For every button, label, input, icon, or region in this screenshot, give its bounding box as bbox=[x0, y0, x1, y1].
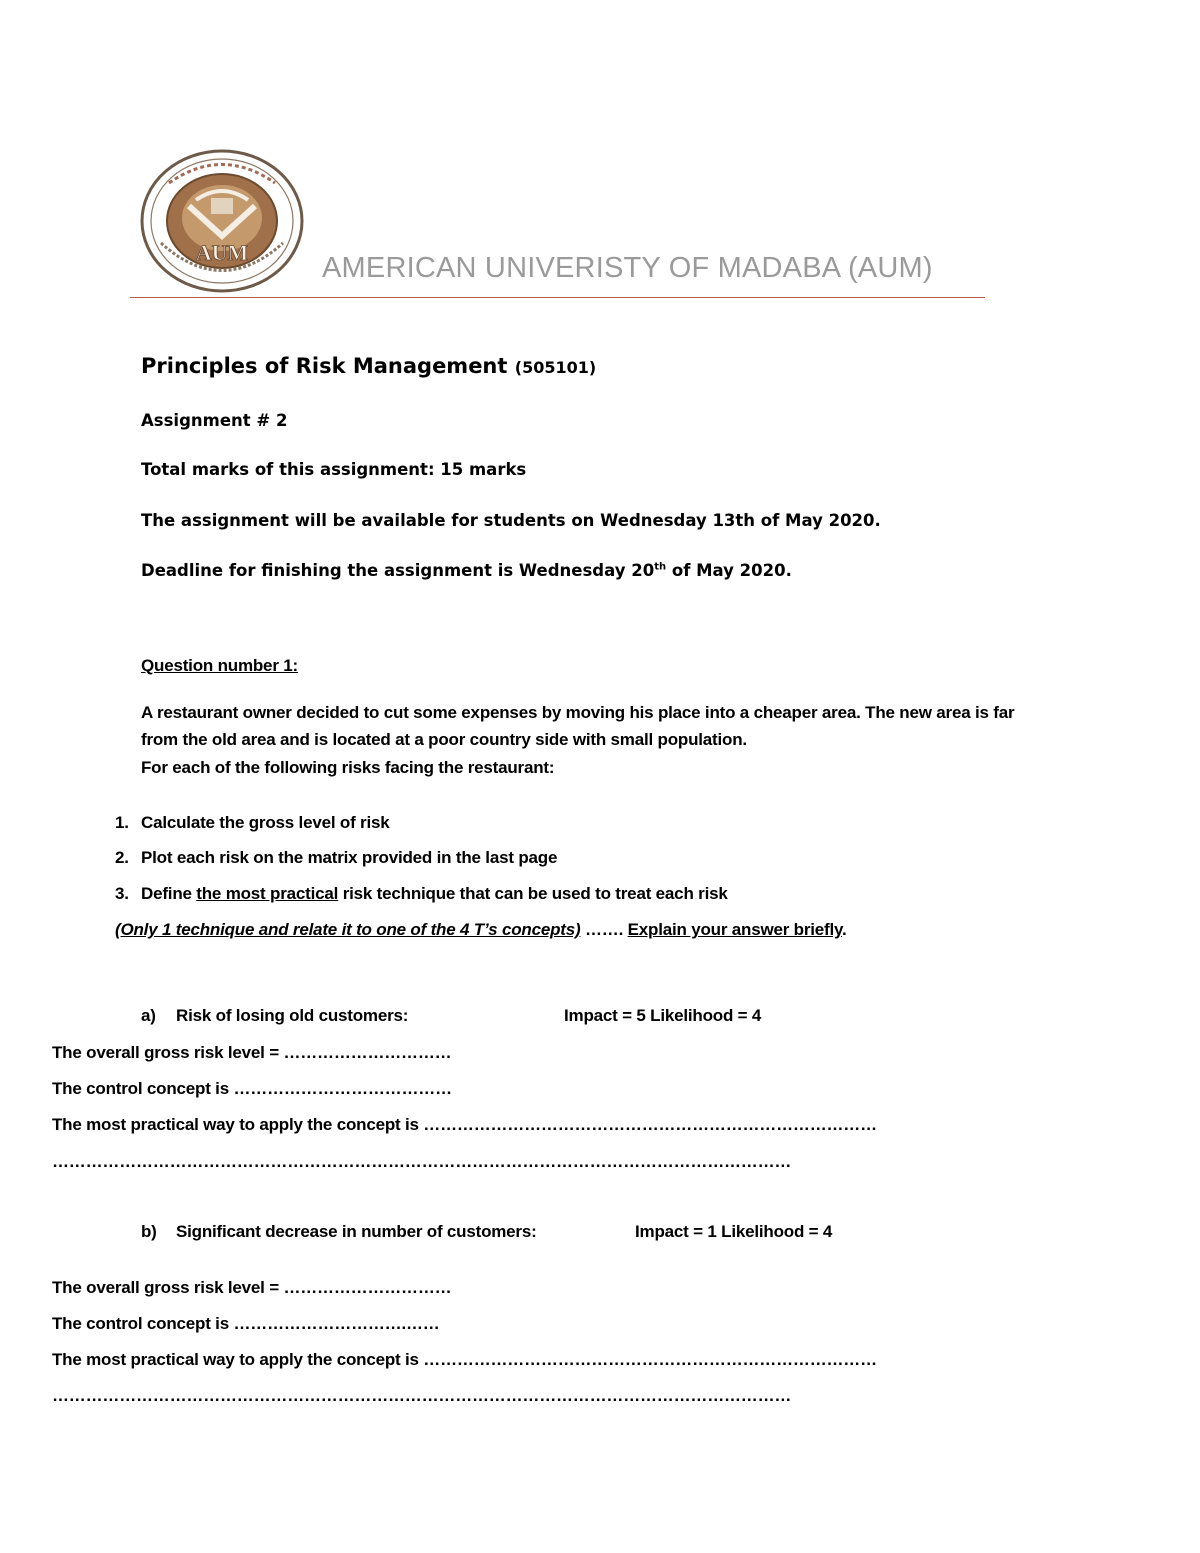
risk-b-label: b) bbox=[141, 1222, 157, 1241]
risk-a-continuation-line: …………………………………………………………………………………………………………………… bbox=[52, 1152, 792, 1171]
risk-a-practical-way-line: The most practical way to apply the concept is ……………………………………………………………………… bbox=[52, 1115, 877, 1134]
risk-a-name: Risk of losing old customers: bbox=[176, 1006, 409, 1025]
assignment-number: Assignment # 2 bbox=[141, 411, 288, 430]
task-item-3 bbox=[115, 884, 728, 904]
task-text: Define bbox=[141, 884, 197, 903]
seal-text: AUM bbox=[195, 240, 249, 265]
header-divider bbox=[130, 297, 985, 298]
question-heading: Question number 1: bbox=[141, 656, 298, 675]
availability-date: The assignment will be available for students on Wednesday 13th of May 2020. bbox=[141, 511, 881, 530]
risk-b-control-concept-line: The control concept is ………………………….…… bbox=[52, 1314, 440, 1333]
course-title-text: Principles of Risk Management bbox=[141, 354, 508, 378]
university-name: AMERICAN UNIVERISTY OF MADABA (AUM) bbox=[322, 252, 933, 284]
task-item-1 bbox=[115, 813, 390, 833]
task-item-2 bbox=[115, 848, 557, 868]
risk-b-impact-likelihood: Impact = 1 Likelihood = 4 bbox=[635, 1222, 833, 1241]
question-intro-line-2: from the old area and is located at a poor country side with small population. bbox=[141, 730, 747, 749]
course-title bbox=[141, 354, 596, 378]
risk-a-impact-likelihood: Impact = 5 Likelihood = 4 bbox=[564, 1006, 762, 1025]
total-marks: Total marks of this assignment: 15 marks bbox=[141, 460, 527, 479]
note-italic: (Only 1 technique and relate it to one of the 4 T’s concepts) bbox=[115, 920, 581, 939]
task-number: 1. bbox=[115, 813, 129, 832]
deadline-text-end: of May 2020. bbox=[666, 561, 792, 580]
task-emphasis: the most practical bbox=[196, 884, 339, 903]
question-intro-line-3: For each of the following risks facing the restaurant: bbox=[141, 758, 555, 777]
question-intro-line-1: A restaurant owner decided to cut some expenses by moving his place into a cheaper area. The new area is far bbox=[141, 703, 1015, 722]
task-text: Calculate the gross level of risk bbox=[141, 813, 390, 832]
risk-b-gross-level-line: The overall gross risk level = ………………………… bbox=[52, 1278, 452, 1297]
deadline-text: Deadline for finishing the assignment is Wednesday 20 bbox=[141, 561, 655, 580]
note-dots: ……. bbox=[580, 920, 628, 939]
risk-a-gross-level-line: The overall gross risk level = ………………………… bbox=[52, 1043, 452, 1062]
note-end: . bbox=[842, 920, 847, 939]
risk-a-label: a) bbox=[141, 1006, 156, 1025]
course-code: (505101) bbox=[514, 358, 597, 377]
deadline-ordinal: th bbox=[654, 561, 667, 573]
task-text: Plot each risk on the matrix provided in the last page bbox=[141, 848, 558, 867]
task-text-end: risk technique that can be used to treat each risk bbox=[338, 884, 728, 903]
risk-b-name: Significant decrease in number of customers: bbox=[176, 1222, 537, 1241]
note-explain: Explain your answer briefly bbox=[627, 920, 843, 939]
task-number: 3. bbox=[115, 884, 129, 903]
task-note bbox=[115, 920, 847, 940]
task-number: 2. bbox=[115, 848, 129, 867]
risk-b-practical-way-line: The most practical way to apply the concept is ……………………………………………………………………… bbox=[52, 1350, 877, 1369]
deadline-line bbox=[141, 561, 792, 580]
risk-b-continuation-line: …………………………………………………………………………………………………………………… bbox=[52, 1386, 792, 1405]
risk-a-control-concept-line: The control concept is ………………………………… bbox=[52, 1079, 452, 1098]
university-seal-logo bbox=[139, 148, 305, 294]
